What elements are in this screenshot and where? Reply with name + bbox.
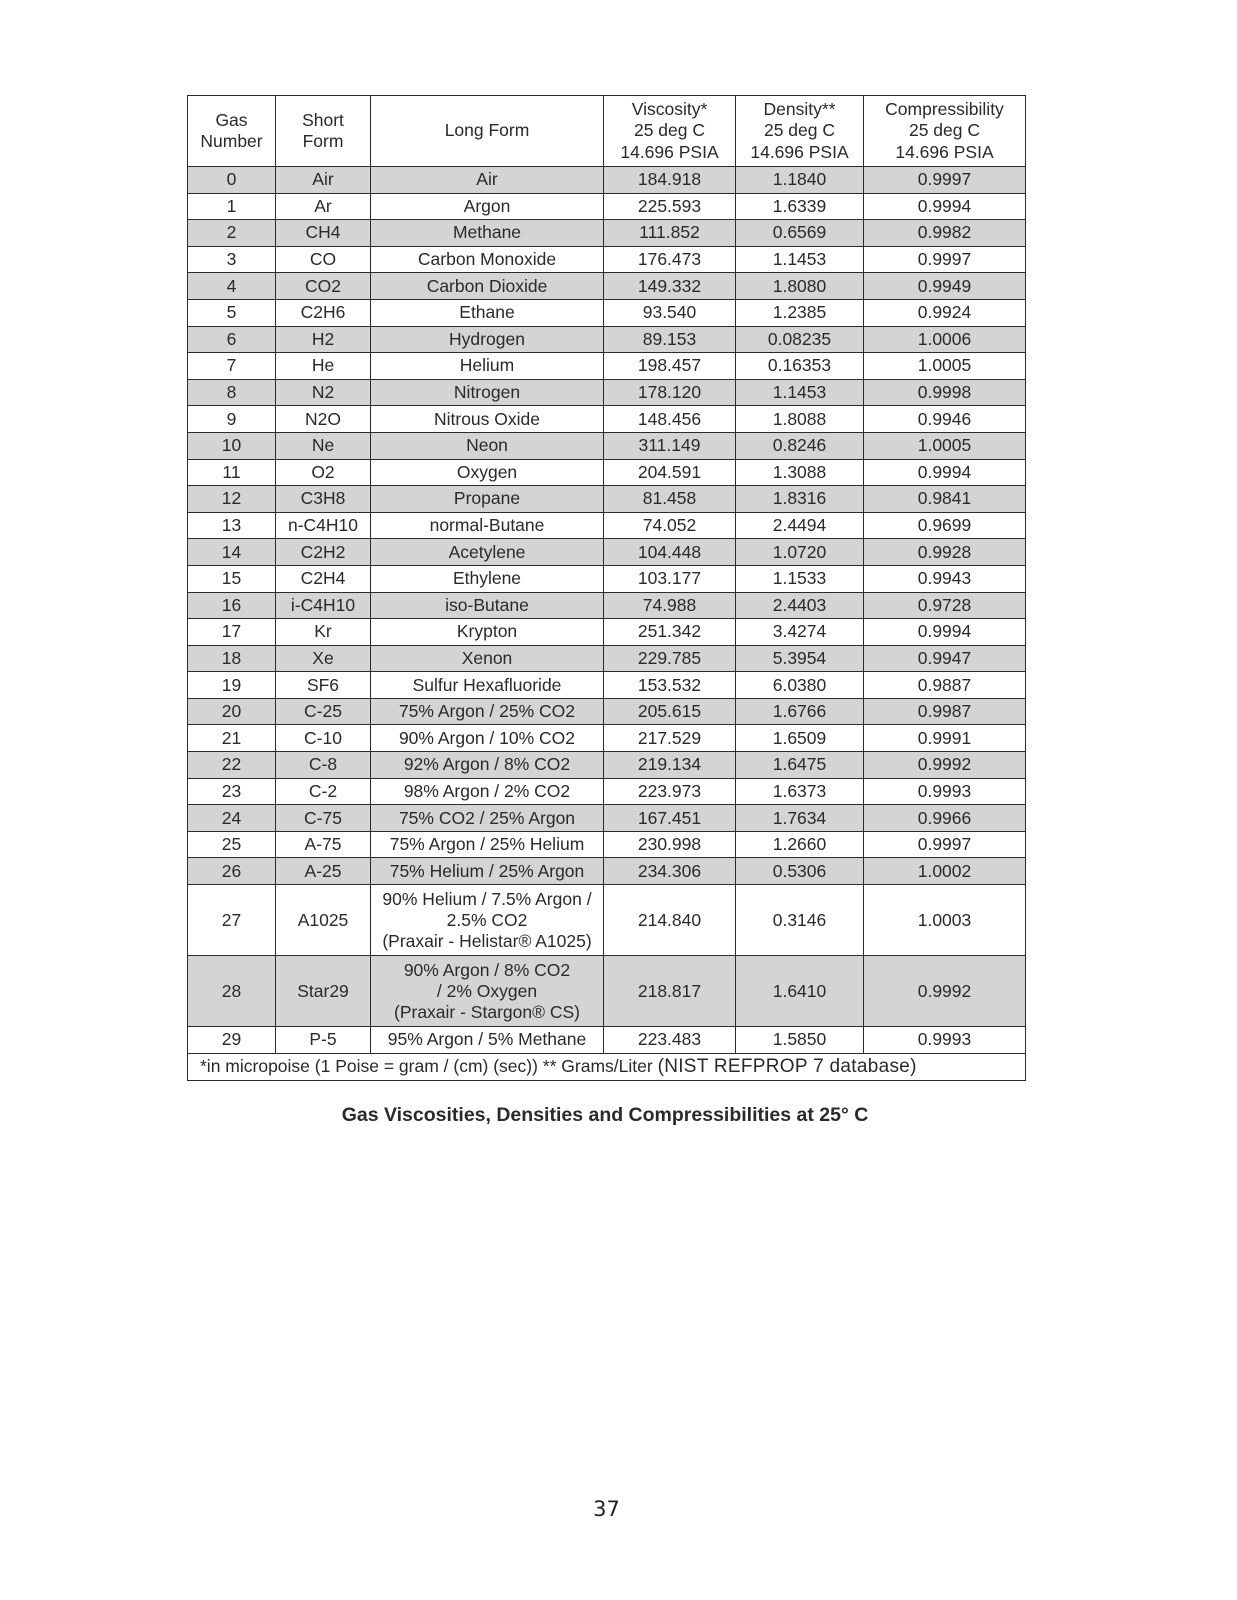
viscosity-cell: 176.473 [604,246,736,273]
gas-number-cell: 7 [188,353,276,380]
long-form-cell [371,885,604,956]
table-row [188,220,1026,247]
table-row [188,645,1026,672]
table-row [188,592,1026,619]
long-form-cell [371,725,604,752]
short-form-cell: Xe [276,645,371,672]
header-line: Viscosity* [631,98,708,119]
long-form-cell [371,167,604,194]
viscosity-cell: 89.153 [604,326,736,353]
short-form-cell: n-C4H10 [276,512,371,539]
long-form-line: Air [476,169,498,190]
table-header-row [188,96,1026,167]
gas-number-cell: 5 [188,299,276,326]
density-cell: 1.8088 [736,406,864,433]
density-cell: 2.4403 [736,592,864,619]
viscosity-cell: 251.342 [604,619,736,646]
short-form-cell: N2O [276,406,371,433]
compressibility-cell: 0.9699 [864,512,1026,539]
long-form-line: normal-Butane [429,515,545,536]
long-form-cell [371,406,604,433]
gas-number-cell: 12 [188,486,276,513]
table-caption: Gas Viscosities, Densities and Compressibilities at 25° C [341,1104,869,1126]
long-form-cell [371,379,604,406]
gas-number-cell: 1 [188,193,276,220]
density-cell: 1.6475 [736,752,864,779]
gas-number-cell: 28 [188,956,276,1027]
long-form-line: 95% Argon / 5% Methane [387,1029,587,1050]
long-form-line: Carbon Dioxide [426,275,548,296]
viscosity-cell: 229.785 [604,645,736,672]
table-row [188,459,1026,486]
long-form-line: Ethylene [452,568,522,589]
table-row [188,167,1026,194]
viscosity-cell: 218.817 [604,956,736,1027]
long-form-line: 98% Argon / 2% CO2 [403,780,571,801]
compressibility-cell: 1.0006 [864,326,1026,353]
table-row [188,193,1026,220]
viscosity-cell: 214.840 [604,885,736,956]
short-form-cell: i-C4H10 [276,592,371,619]
gas-number-cell: 26 [188,858,276,885]
long-form-line: 75% CO2 / 25% Argon [398,807,576,828]
header-line: Number [200,131,263,151]
header-line: Form [302,131,344,151]
gas-number-cell: 13 [188,512,276,539]
gas-number-cell: 4 [188,273,276,300]
table-row [188,752,1026,779]
table-row [188,1027,1026,1054]
compressibility-cell: 0.9994 [864,193,1026,220]
density-cell: 1.1533 [736,565,864,592]
long-form-cell [371,512,604,539]
long-form-cell [371,672,604,699]
viscosity-cell: 311.149 [604,432,736,459]
table-row [188,956,1026,1027]
viscosity-cell: 74.988 [604,592,736,619]
gas-number-cell: 24 [188,805,276,832]
long-form-cell [371,486,604,513]
table-row [188,273,1026,300]
gas-number-cell: 22 [188,752,276,779]
compressibility-cell: 1.0002 [864,858,1026,885]
header-line: 14.696 PSIA [895,141,994,162]
header-short-form [276,96,371,167]
gas-number-cell: 18 [188,645,276,672]
short-form-cell: C2H2 [276,539,371,566]
gas-number-cell: 11 [188,459,276,486]
density-cell: 1.1453 [736,379,864,406]
short-form-cell: A-75 [276,831,371,858]
compressibility-cell: 0.9992 [864,956,1026,1027]
long-form-cell [371,778,604,805]
density-cell: 0.3146 [736,885,864,956]
short-form-cell: C-25 [276,698,371,725]
viscosity-cell: 234.306 [604,858,736,885]
long-form-line: 75% Argon / 25% Helium [389,834,585,855]
gas-number-cell: 17 [188,619,276,646]
header-line: 14.696 PSIA [620,141,719,162]
viscosity-cell: 223.973 [604,778,736,805]
density-cell: 1.2385 [736,299,864,326]
long-form-cell [371,592,604,619]
table-row [188,619,1026,646]
viscosity-cell: 178.120 [604,379,736,406]
gas-number-cell: 6 [188,326,276,353]
short-form-cell: SF6 [276,672,371,699]
header-compressibility [864,96,1026,167]
short-form-cell: Ar [276,193,371,220]
short-form-cell: C-2 [276,778,371,805]
short-form-cell: CO2 [276,273,371,300]
short-form-cell: C2H4 [276,565,371,592]
viscosity-cell: 149.332 [604,273,736,300]
long-form-line: 75% Argon / 25% CO2 [398,701,576,722]
compressibility-cell: 1.0005 [864,432,1026,459]
density-cell: 1.6410 [736,956,864,1027]
table-footnote-row [188,1053,1026,1080]
compressibility-cell: 0.9987 [864,698,1026,725]
gas-number-cell: 27 [188,885,276,956]
header-gas-number [188,96,276,167]
viscosity-cell: 81.458 [604,486,736,513]
short-form-cell: O2 [276,459,371,486]
compressibility-cell: 0.9998 [864,379,1026,406]
compressibility-cell: 0.9728 [864,592,1026,619]
long-form-line: Xenon [461,647,513,668]
gas-number-cell: 25 [188,831,276,858]
short-form-cell: He [276,353,371,380]
compressibility-cell: 0.9994 [864,459,1026,486]
compressibility-cell: 1.0003 [864,885,1026,956]
compressibility-cell: 0.9841 [864,486,1026,513]
compressibility-cell: 0.9993 [864,778,1026,805]
viscosity-cell: 204.591 [604,459,736,486]
long-form-line: 90% Argon / 10% CO2 [398,727,576,748]
long-form-cell [371,459,604,486]
long-form-cell [371,353,604,380]
gas-number-cell: 14 [188,539,276,566]
gas-number-cell: 0 [188,167,276,194]
table-row [188,432,1026,459]
gas-properties-table [187,95,1026,1081]
density-cell: 0.5306 [736,858,864,885]
viscosity-cell: 111.852 [604,220,736,247]
short-form-cell: Star29 [276,956,371,1027]
density-cell: 2.4494 [736,512,864,539]
viscosity-cell: 217.529 [604,725,736,752]
viscosity-cell: 153.532 [604,672,736,699]
density-cell: 0.8246 [736,432,864,459]
compressibility-cell: 0.9928 [864,539,1026,566]
header-line: Density** [763,98,836,119]
long-form-cell [371,193,604,220]
table-row [188,672,1026,699]
compressibility-cell: 0.9947 [864,645,1026,672]
long-form-cell [371,831,604,858]
table-row [188,805,1026,832]
long-form-line: Oxygen [456,461,518,482]
compressibility-cell: 0.9991 [864,725,1026,752]
long-form-line: 75% Helium / 25% Argon [389,860,585,881]
long-form-cell [371,752,604,779]
table-row [188,725,1026,752]
short-form-cell: C-8 [276,752,371,779]
footnote-units: *in micropoise (1 Poise = gram / (cm) (sec)) ** Grams/Liter [200,1056,653,1077]
header-line: Long Form [444,120,530,141]
table-row [188,885,1026,956]
compressibility-cell: 0.9943 [864,565,1026,592]
long-form-cell [371,805,604,832]
short-form-cell: A-25 [276,858,371,885]
table-row [188,246,1026,273]
gas-number-cell: 29 [188,1027,276,1054]
long-form-cell [371,432,604,459]
viscosity-cell: 93.540 [604,299,736,326]
short-form-cell: C-10 [276,725,371,752]
compressibility-cell: 0.9992 [864,752,1026,779]
density-cell: 6.0380 [736,672,864,699]
header-line: 25 deg C [633,120,706,141]
gas-number-cell: 16 [188,592,276,619]
viscosity-cell: 184.918 [604,167,736,194]
density-cell: 1.8316 [736,486,864,513]
long-form-line: Nitrous Oxide [433,408,540,429]
table-row [188,379,1026,406]
compressibility-cell: 0.9994 [864,619,1026,646]
density-cell: 1.5850 [736,1027,864,1054]
density-cell: 1.2660 [736,831,864,858]
long-form-cell [371,220,604,247]
long-form-line: 2.5% CO2 [446,909,528,930]
header-density [736,96,864,167]
header-line: Compressibility [885,98,1004,119]
gas-number-cell: 21 [188,725,276,752]
table-footnote [188,1053,1026,1080]
long-form-line: 90% Argon / 8% CO2 [403,959,571,980]
long-form-line: Acetylene [448,541,526,562]
viscosity-cell: 104.448 [604,539,736,566]
long-form-cell [371,698,604,725]
density-cell: 1.6766 [736,698,864,725]
long-form-cell [371,273,604,300]
short-form-cell: CO [276,246,371,273]
short-form-cell: H2 [276,326,371,353]
density-cell: 1.8080 [736,273,864,300]
density-cell: 5.3954 [736,645,864,672]
density-cell: 1.6509 [736,725,864,752]
long-form-line: Argon [463,195,511,216]
table-row [188,512,1026,539]
header-line: Gas [215,109,248,130]
table-row [188,326,1026,353]
table-row [188,486,1026,513]
header-line: 14.696 PSIA [750,141,849,162]
short-form-cell: A1025 [276,885,371,956]
long-form-cell [371,565,604,592]
gas-number-cell: 3 [188,246,276,273]
long-form-line: Krypton [456,621,518,642]
gas-number-cell: 8 [188,379,276,406]
viscosity-cell: 205.615 [604,698,736,725]
gas-number-cell: 10 [188,432,276,459]
short-form-cell: Kr [276,619,371,646]
viscosity-cell: 74.052 [604,512,736,539]
density-cell: 1.7634 [736,805,864,832]
table-row [188,778,1026,805]
table-row [188,698,1026,725]
compressibility-cell: 0.9997 [864,167,1026,194]
long-form-line: Ethane [459,302,515,323]
density-cell: 1.1840 [736,167,864,194]
long-form-line: Carbon Monoxide [417,249,557,270]
long-form-cell [371,299,604,326]
short-form-cell: Air [276,167,371,194]
density-cell: 3.4274 [736,619,864,646]
compressibility-cell: 0.9997 [864,831,1026,858]
viscosity-cell: 219.134 [604,752,736,779]
viscosity-cell: 167.451 [604,805,736,832]
header-line: 25 deg C [908,120,981,141]
density-cell: 0.6569 [736,220,864,247]
density-cell: 1.1453 [736,246,864,273]
short-form-cell: CH4 [276,220,371,247]
table-row [188,353,1026,380]
long-form-line: Sulfur Hexafluoride [412,674,562,695]
compressibility-cell: 0.9966 [864,805,1026,832]
compressibility-cell: 0.9949 [864,273,1026,300]
long-form-line: (Praxair - Helistar® A1025) [382,930,592,951]
short-form-cell: C2H6 [276,299,371,326]
long-form-line: Methane [452,222,522,243]
long-form-line: 92% Argon / 8% CO2 [403,754,571,775]
table-body [188,167,1026,1054]
gas-number-cell: 2 [188,220,276,247]
long-form-cell [371,956,604,1027]
viscosity-cell: 148.456 [604,406,736,433]
gas-number-cell: 15 [188,565,276,592]
header-line: Short [302,109,344,130]
gas-number-cell: 19 [188,672,276,699]
header-line: 25 deg C [763,120,836,141]
viscosity-cell: 223.483 [604,1027,736,1054]
compressibility-cell: 0.9982 [864,220,1026,247]
long-form-line: Propane [453,488,521,509]
long-form-line: / 2% Oxygen [436,980,538,1001]
compressibility-cell: 0.9887 [864,672,1026,699]
viscosity-cell: 103.177 [604,565,736,592]
header-long-form [371,96,604,167]
short-form-cell: P-5 [276,1027,371,1054]
long-form-line: (Praxair - Stargon® CS) [394,1001,580,1022]
long-form-line: Neon [466,435,508,456]
short-form-cell: Ne [276,432,371,459]
table-row [188,406,1026,433]
short-form-cell: N2 [276,379,371,406]
table-row [188,299,1026,326]
viscosity-cell: 225.593 [604,193,736,220]
short-form-cell: C3H8 [276,486,371,513]
viscosity-cell: 198.457 [604,353,736,380]
header-viscosity [604,96,736,167]
viscosity-cell: 230.998 [604,831,736,858]
density-cell: 0.08235 [736,326,864,353]
page-number: 37 [593,1497,620,1521]
table-row [188,565,1026,592]
table-row [188,831,1026,858]
compressibility-cell: 1.0005 [864,353,1026,380]
density-cell: 1.6373 [736,778,864,805]
footnote-source: (NIST REFPROP 7 database) [657,1056,917,1078]
long-form-cell [371,645,604,672]
gas-number-cell: 9 [188,406,276,433]
compressibility-cell: 0.9946 [864,406,1026,433]
compressibility-cell: 0.9993 [864,1027,1026,1054]
short-form-cell: C-75 [276,805,371,832]
long-form-line: Nitrogen [453,382,521,403]
long-form-cell [371,1027,604,1054]
long-form-cell [371,539,604,566]
compressibility-cell: 0.9924 [864,299,1026,326]
gas-number-cell: 20 [188,698,276,725]
long-form-line: Helium [459,355,515,376]
long-form-line: iso-Butane [445,594,529,615]
density-cell: 1.6339 [736,193,864,220]
long-form-cell [371,858,604,885]
long-form-cell [371,326,604,353]
long-form-cell [371,619,604,646]
gas-number-cell: 23 [188,778,276,805]
table-row [188,858,1026,885]
density-cell: 1.3088 [736,459,864,486]
long-form-line: 90% Helium / 7.5% Argon / [382,888,592,909]
long-form-line: Hydrogen [449,328,525,349]
density-cell: 0.16353 [736,353,864,380]
table-row [188,539,1026,566]
compressibility-cell: 0.9997 [864,246,1026,273]
density-cell: 1.0720 [736,539,864,566]
long-form-cell [371,246,604,273]
